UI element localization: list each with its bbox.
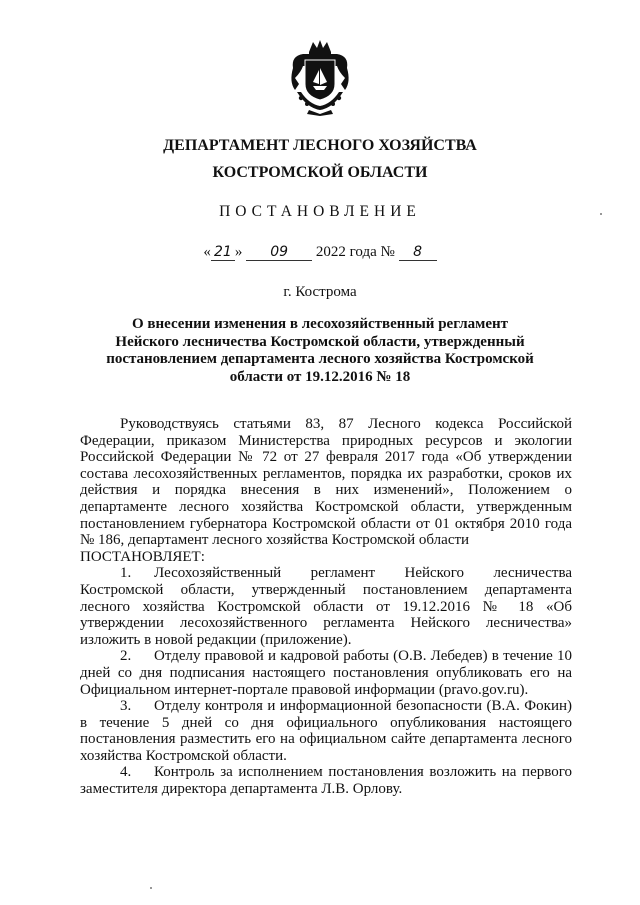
item-text: Лесохозяйственный регламент Нейского лесничества Костромской области, утвержденный постановлением департамента лесного хозяйства Костромской области от 19.12.2016 № 18 «Об утверждении лесохозяйственного регламента Нейского лесничества» изложить в новой редакции (приложение).: [80, 565, 572, 648]
date-close-quote: »: [234, 244, 243, 260]
department-name-line2: КОСТРОМСКОЙ ОБЛАСТИ: [212, 164, 428, 181]
date-day: 21: [211, 244, 235, 261]
date-year: 2022 года №: [315, 244, 395, 260]
item-number: 3.: [120, 698, 132, 715]
department-name-line1: ДЕПАРТАМЕНТ ЛЕСНОГО ХОЗЯЙСТВА: [163, 137, 477, 154]
date-open-quote: «: [203, 244, 211, 260]
date-month: 09: [246, 244, 312, 261]
document-title: [0, 316, 640, 386]
title-line3: постановлением департамента лесного хозяйства Костромской: [106, 351, 534, 367]
title-line4: области от 19.12.2016 № 18: [229, 368, 411, 385]
document-body: [80, 416, 572, 798]
item-text: Контроль за исполнением постановления возложить на первого заместителя директора департамента Л.В. Орлову.: [80, 764, 572, 798]
item-text: Отделу правовой и кадровой работы (О.В. Лебедев) в течение 10 дней со дня подписания настоящего постановления опубликовать его на Официальном интернет-портале правовой информации (pravo.gov.ru).: [80, 648, 572, 698]
date-line: [0, 244, 640, 261]
item-number: 2.: [120, 648, 132, 665]
list-item: [80, 698, 572, 764]
list-item: [80, 648, 572, 698]
item-number: 1.: [120, 565, 132, 582]
item-text: Отделу контроля и информационной безопасности (В.А. Фокин) в течение 5 дней со дня официального опубликования настоящего постановления разместить его на официальном сайте департамента лесного хозяйства Костромской области.: [80, 698, 572, 764]
coat-of-arms-emblem: [287, 38, 353, 116]
title-line2: Нейского лесничества Костромской области, утвержденный: [115, 333, 525, 350]
scan-speck: [600, 213, 602, 215]
list-item: [80, 565, 572, 648]
city: г. Кострома: [283, 284, 357, 300]
item-number: 4.: [120, 764, 132, 781]
preamble-paragraph: Руководствуясь статьями 83, 87 Лесного кодекса Российской Федерации, приказом Министерства природных ресурсов и экологии Российской Федерации № 72 от 27 февраля 2017 года «Об утверждении состава лесохозяйственных регламентов, порядка их разработки, сроков их действия и порядка внесения в них изменений», Положением о департаменте лесного хозяйства Костромской области, утвержденным постановлением губернатора Костромской области от 01 октября 2010 года № 186, департамент лесного хозяйства Костромской области: [80, 416, 572, 549]
resolves-heading: ПОСТАНОВЛЯЕТ:: [80, 548, 205, 565]
document-number: 8: [399, 244, 437, 261]
list-item: [80, 764, 572, 797]
scan-speck: [150, 887, 152, 889]
document-type: ПОСТАНОВЛЕНИЕ: [219, 203, 421, 220]
title-line1: О внесении изменения в лесохозяйственный регламент: [131, 316, 509, 332]
